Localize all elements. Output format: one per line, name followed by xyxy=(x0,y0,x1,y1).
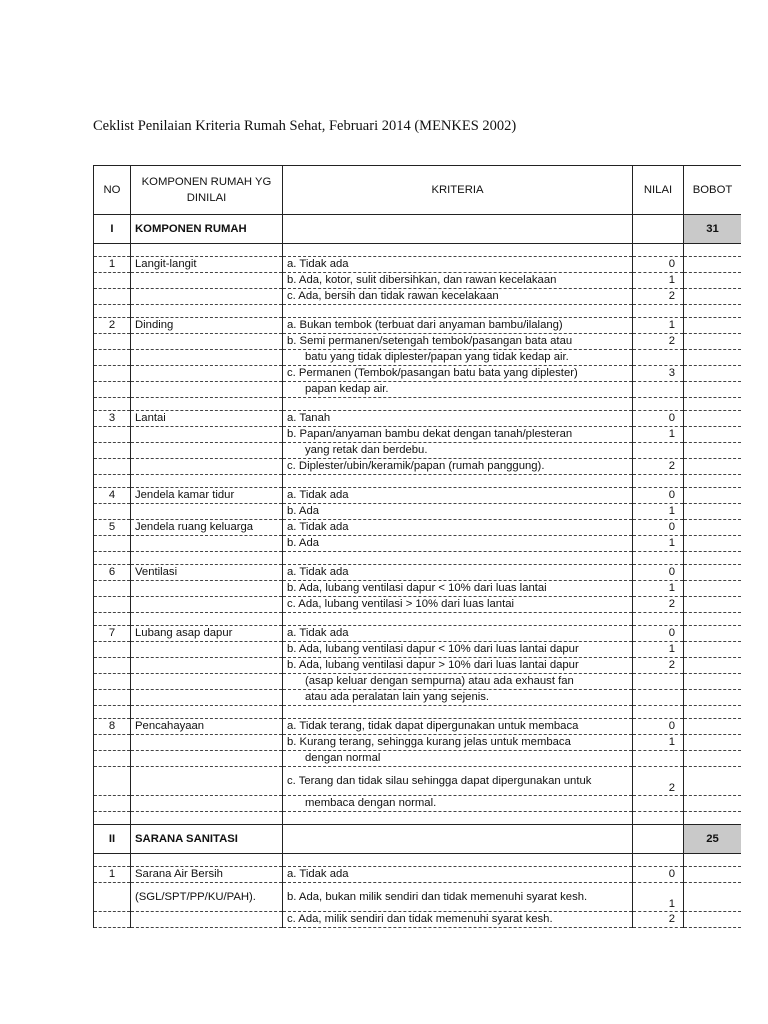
row-bobot xyxy=(684,257,742,273)
row-komponen: Jendela ruang keluarga xyxy=(131,520,283,536)
row-number xyxy=(94,854,131,867)
row-number xyxy=(94,883,131,912)
table-row xyxy=(94,520,742,536)
row-number xyxy=(94,767,131,796)
table-row xyxy=(94,735,742,751)
row-nilai xyxy=(633,706,684,719)
row-komponen xyxy=(131,658,283,674)
row-nilai: 0 xyxy=(633,719,684,735)
row-kriteria xyxy=(283,305,633,318)
row-kriteria xyxy=(283,244,633,257)
row-nilai: 1 xyxy=(633,642,684,658)
row-kriteria xyxy=(283,613,633,626)
row-bobot xyxy=(684,613,742,626)
row-number xyxy=(94,812,131,825)
row-kriteria: b. Papan/anyaman bambu dekat dengan tanah/plesteran xyxy=(283,427,633,443)
row-number xyxy=(94,382,131,398)
row-nilai: 0 xyxy=(633,257,684,273)
table-row xyxy=(94,854,742,867)
row-nilai: 0 xyxy=(633,565,684,581)
table-row xyxy=(94,366,742,382)
row-bobot xyxy=(684,642,742,658)
row-kriteria: a. Tidak ada xyxy=(283,488,633,504)
table-row xyxy=(94,812,742,825)
row-nilai xyxy=(633,751,684,767)
row-kriteria: c. Diplester/ubin/keramik/papan (rumah panggung). xyxy=(283,459,633,475)
section-kriteria-empty xyxy=(283,825,633,854)
row-komponen xyxy=(131,597,283,613)
row-number xyxy=(94,398,131,411)
row-nilai xyxy=(633,854,684,867)
table-row xyxy=(94,751,742,767)
row-nilai xyxy=(633,475,684,488)
section-nilai-empty xyxy=(633,825,684,854)
row-nilai: 0 xyxy=(633,520,684,536)
row-number xyxy=(94,690,131,706)
section-number: II xyxy=(94,825,131,854)
row-kriteria: a. Tidak ada xyxy=(283,626,633,642)
header-nilai: NILAI xyxy=(633,166,684,215)
row-komponen: Dinding xyxy=(131,318,283,334)
section-header-row xyxy=(94,825,742,854)
row-kriteria: dengan normal xyxy=(283,751,633,767)
row-number xyxy=(94,796,131,812)
row-komponen xyxy=(131,674,283,690)
row-number xyxy=(94,289,131,305)
row-bobot xyxy=(684,658,742,674)
row-kriteria: papan kedap air. xyxy=(283,382,633,398)
row-bobot xyxy=(684,366,742,382)
row-number: 3 xyxy=(94,411,131,427)
row-nilai: 2 xyxy=(633,658,684,674)
row-kriteria: a. Tidak ada xyxy=(283,520,633,536)
row-komponen: (SGL/SPT/PP/KU/PAH). xyxy=(131,883,283,912)
row-bobot xyxy=(684,350,742,366)
row-komponen xyxy=(131,812,283,825)
row-number xyxy=(94,581,131,597)
row-bobot xyxy=(684,626,742,642)
row-nilai: 1 xyxy=(633,273,684,289)
table-row xyxy=(94,767,742,796)
row-kriteria: b. Ada, kotor, sulit dibersihkan, dan rawan kecelakaan xyxy=(283,273,633,289)
row-komponen xyxy=(131,459,283,475)
row-komponen xyxy=(131,305,283,318)
row-kriteria: a. Tidak terang, tidak dapat dipergunakan untuk membaca xyxy=(283,719,633,735)
row-number: 2 xyxy=(94,318,131,334)
row-number: 5 xyxy=(94,520,131,536)
row-bobot xyxy=(684,459,742,475)
row-nilai: 0 xyxy=(633,411,684,427)
table-row xyxy=(94,305,742,318)
row-kriteria: b. Ada, bukan milik sendiri dan tidak memenuhi syarat kesh. xyxy=(283,883,633,912)
row-kriteria xyxy=(283,706,633,719)
row-nilai: 1 xyxy=(633,318,684,334)
row-number: 1 xyxy=(94,867,131,883)
row-kriteria: c. Permanen (Tembok/pasangan batu bata yang diplester) xyxy=(283,366,633,382)
table-row xyxy=(94,350,742,366)
row-kriteria: c. Ada, bersih dan tidak rawan kecelakaan xyxy=(283,289,633,305)
row-nilai: 0 xyxy=(633,626,684,642)
row-nilai: 1 xyxy=(633,504,684,520)
table-row xyxy=(94,581,742,597)
row-bobot xyxy=(684,318,742,334)
section-number: I xyxy=(94,215,131,244)
row-komponen xyxy=(131,552,283,565)
row-number xyxy=(94,552,131,565)
table-row xyxy=(94,658,742,674)
row-number xyxy=(94,735,131,751)
row-bobot xyxy=(684,427,742,443)
row-bobot xyxy=(684,597,742,613)
row-kriteria: c. Ada, lubang ventilasi > 10% dari luas lantai xyxy=(283,597,633,613)
header-kriteria: KRITERIA xyxy=(283,166,633,215)
row-nilai xyxy=(633,613,684,626)
row-kriteria: b. Semi permanen/setengah tembok/pasangan bata atau xyxy=(283,334,633,350)
row-bobot xyxy=(684,690,742,706)
row-kriteria: b. Ada, lubang ventilasi dapur < 10% dari luas lantai dapur xyxy=(283,642,633,658)
row-komponen: Ventilasi xyxy=(131,565,283,581)
row-nilai: 2 xyxy=(633,597,684,613)
row-nilai: 0 xyxy=(633,867,684,883)
row-komponen xyxy=(131,613,283,626)
row-number xyxy=(94,706,131,719)
table-header-row xyxy=(94,166,742,215)
table-row xyxy=(94,244,742,257)
row-number: 6 xyxy=(94,565,131,581)
row-kriteria: (asap keluar dengan sempurna) atau ada exhaust fan xyxy=(283,674,633,690)
row-komponen xyxy=(131,504,283,520)
row-number xyxy=(94,244,131,257)
row-nilai xyxy=(633,674,684,690)
row-komponen xyxy=(131,735,283,751)
row-bobot xyxy=(684,751,742,767)
row-number xyxy=(94,642,131,658)
row-komponen: Sarana Air Bersih xyxy=(131,867,283,883)
checklist-table-wrapper xyxy=(93,165,741,935)
row-nilai: 1 xyxy=(633,735,684,751)
row-komponen xyxy=(131,854,283,867)
document-title: Ceklist Penilaian Kriteria Rumah Sehat, Februari 2014 (MENKES 2002) xyxy=(93,118,517,134)
table-row xyxy=(94,626,742,642)
table-row xyxy=(94,411,742,427)
table-row xyxy=(94,642,742,658)
row-bobot xyxy=(684,411,742,427)
row-bobot xyxy=(684,536,742,552)
table-row xyxy=(94,597,742,613)
row-number xyxy=(94,443,131,459)
table-row xyxy=(94,273,742,289)
table-row xyxy=(94,706,742,719)
section-header-row xyxy=(94,215,742,244)
row-kriteria xyxy=(283,552,633,565)
row-nilai xyxy=(633,398,684,411)
row-nilai: 1 xyxy=(633,883,684,912)
row-komponen: Langit-langit xyxy=(131,257,283,273)
row-kriteria: c. Terang dan tidak silau sehingga dapat dipergunakan untuk xyxy=(283,767,633,796)
row-bobot xyxy=(684,305,742,318)
row-kriteria xyxy=(283,475,633,488)
section-name: SARANA SANITASI xyxy=(131,825,283,854)
row-bobot xyxy=(684,812,742,825)
table-row xyxy=(94,912,742,928)
row-kriteria: a. Tidak ada xyxy=(283,257,633,273)
header-no: NO xyxy=(94,166,131,215)
table-row xyxy=(94,475,742,488)
row-nilai xyxy=(633,443,684,459)
row-nilai: 2 xyxy=(633,459,684,475)
row-kriteria: membaca dengan normal. xyxy=(283,796,633,812)
row-nilai: 1 xyxy=(633,581,684,597)
row-bobot xyxy=(684,854,742,867)
table-row xyxy=(94,427,742,443)
row-komponen: Pencahayaan xyxy=(131,719,283,735)
table-row xyxy=(94,796,742,812)
header-bobot: BOBOT xyxy=(684,166,742,215)
row-number xyxy=(94,658,131,674)
row-nilai: 2 xyxy=(633,912,684,928)
row-komponen xyxy=(131,796,283,812)
row-bobot xyxy=(684,867,742,883)
row-bobot xyxy=(684,883,742,912)
table-row xyxy=(94,690,742,706)
row-kriteria: c. Ada, milik sendiri dan tidak memenuhi syarat kesh. xyxy=(283,912,633,928)
table-row xyxy=(94,488,742,504)
row-kriteria xyxy=(283,398,633,411)
row-nilai: 2 xyxy=(633,767,684,796)
row-number xyxy=(94,459,131,475)
row-komponen xyxy=(131,273,283,289)
row-nilai: 1 xyxy=(633,536,684,552)
row-komponen xyxy=(131,475,283,488)
row-komponen xyxy=(131,350,283,366)
row-bobot xyxy=(684,475,742,488)
row-kriteria: b. Ada xyxy=(283,504,633,520)
row-kriteria: batu yang tidak diplester/papan yang tidak kedap air. xyxy=(283,350,633,366)
section-nilai-empty xyxy=(633,215,684,244)
table-row xyxy=(94,536,742,552)
row-komponen xyxy=(131,382,283,398)
row-komponen: Lubang asap dapur xyxy=(131,626,283,642)
row-number xyxy=(94,613,131,626)
row-komponen xyxy=(131,912,283,928)
row-kriteria: b. Kurang terang, sehingga kurang jelas untuk membaca xyxy=(283,735,633,751)
row-komponen: Jendela kamar tidur xyxy=(131,488,283,504)
row-komponen xyxy=(131,398,283,411)
row-number: 7 xyxy=(94,626,131,642)
row-number xyxy=(94,427,131,443)
row-komponen xyxy=(131,443,283,459)
row-nilai xyxy=(633,305,684,318)
row-komponen xyxy=(131,581,283,597)
row-kriteria: a. Tanah xyxy=(283,411,633,427)
row-number xyxy=(94,597,131,613)
row-kriteria: b. Ada xyxy=(283,536,633,552)
table-row xyxy=(94,257,742,273)
row-number xyxy=(94,674,131,690)
row-number xyxy=(94,305,131,318)
row-bobot xyxy=(684,912,742,928)
row-nilai: 0 xyxy=(633,488,684,504)
row-komponen xyxy=(131,244,283,257)
row-bobot xyxy=(684,767,742,796)
row-number: 1 xyxy=(94,257,131,273)
row-nilai xyxy=(633,350,684,366)
table-row xyxy=(94,334,742,350)
row-bobot xyxy=(684,565,742,581)
row-bobot xyxy=(684,334,742,350)
row-kriteria: b. Ada, lubang ventilasi dapur < 10% dari luas lantai xyxy=(283,581,633,597)
table-row xyxy=(94,719,742,735)
row-bobot xyxy=(684,735,742,751)
row-kriteria: atau ada peralatan lain yang sejenis. xyxy=(283,690,633,706)
row-bobot xyxy=(684,552,742,565)
row-number xyxy=(94,334,131,350)
section-kriteria-empty xyxy=(283,215,633,244)
table-row xyxy=(94,398,742,411)
row-bobot xyxy=(684,504,742,520)
table-row xyxy=(94,613,742,626)
row-bobot xyxy=(684,796,742,812)
row-komponen xyxy=(131,536,283,552)
table-row xyxy=(94,565,742,581)
row-nilai xyxy=(633,690,684,706)
row-number xyxy=(94,350,131,366)
row-komponen xyxy=(131,427,283,443)
row-komponen xyxy=(131,706,283,719)
header-komponen: KOMPONEN RUMAH YG DINILAI xyxy=(131,166,283,215)
row-nilai: 2 xyxy=(633,334,684,350)
row-bobot xyxy=(684,719,742,735)
row-bobot xyxy=(684,488,742,504)
table-row xyxy=(94,674,742,690)
row-number xyxy=(94,536,131,552)
table-row xyxy=(94,883,742,912)
row-nilai xyxy=(633,812,684,825)
table-row xyxy=(94,867,742,883)
table-row xyxy=(94,318,742,334)
row-number xyxy=(94,912,131,928)
row-number: 4 xyxy=(94,488,131,504)
row-komponen xyxy=(131,690,283,706)
row-kriteria: a. Tidak ada xyxy=(283,565,633,581)
section-name: KOMPONEN RUMAH xyxy=(131,215,283,244)
table-row xyxy=(94,382,742,398)
row-nilai: 1 xyxy=(633,427,684,443)
row-number xyxy=(94,273,131,289)
row-bobot xyxy=(684,244,742,257)
row-kriteria: yang retak dan berdebu. xyxy=(283,443,633,459)
row-number xyxy=(94,475,131,488)
row-komponen: Lantai xyxy=(131,411,283,427)
table-row xyxy=(94,289,742,305)
table-row xyxy=(94,459,742,475)
row-nilai xyxy=(633,382,684,398)
row-bobot xyxy=(684,581,742,597)
row-bobot xyxy=(684,398,742,411)
row-nilai: 2 xyxy=(633,289,684,305)
row-komponen xyxy=(131,751,283,767)
row-kriteria: a. Bukan tembok (terbuat dari anyaman bambu/ilalang) xyxy=(283,318,633,334)
row-number: 8 xyxy=(94,719,131,735)
row-number xyxy=(94,504,131,520)
row-nilai xyxy=(633,552,684,565)
row-number xyxy=(94,751,131,767)
row-bobot xyxy=(684,273,742,289)
row-bobot xyxy=(684,443,742,459)
table-row xyxy=(94,504,742,520)
section-bobot: 31 xyxy=(684,215,742,244)
row-bobot xyxy=(684,706,742,719)
row-kriteria xyxy=(283,812,633,825)
row-komponen xyxy=(131,366,283,382)
row-komponen xyxy=(131,767,283,796)
table-row xyxy=(94,443,742,459)
row-bobot xyxy=(684,520,742,536)
section-bobot: 25 xyxy=(684,825,742,854)
row-kriteria xyxy=(283,854,633,867)
row-nilai xyxy=(633,796,684,812)
row-bobot xyxy=(684,289,742,305)
row-nilai xyxy=(633,244,684,257)
row-bobot xyxy=(684,382,742,398)
table-row xyxy=(94,552,742,565)
checklist-table xyxy=(93,165,741,928)
row-kriteria: a. Tidak ada xyxy=(283,867,633,883)
row-komponen xyxy=(131,334,283,350)
row-komponen xyxy=(131,642,283,658)
row-kriteria: b. Ada, lubang ventilasi dapur > 10% dari luas lantai dapur xyxy=(283,658,633,674)
row-komponen xyxy=(131,289,283,305)
row-nilai: 3 xyxy=(633,366,684,382)
row-number xyxy=(94,366,131,382)
row-bobot xyxy=(684,674,742,690)
